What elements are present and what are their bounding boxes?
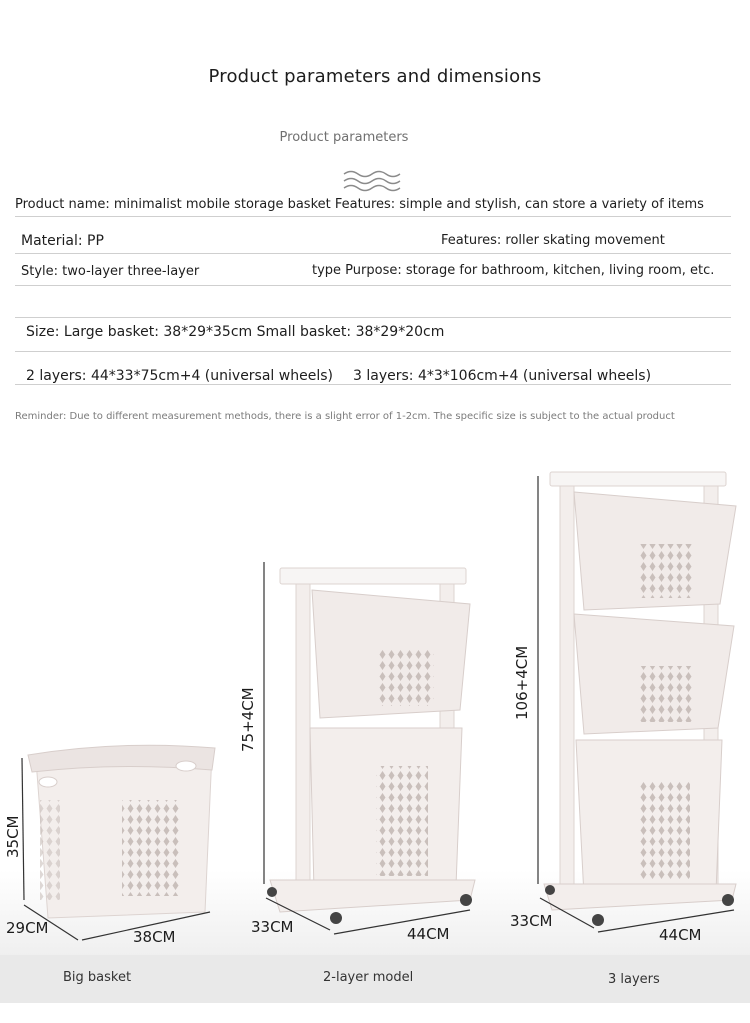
param-material: Material: PP <box>21 233 104 249</box>
param-style: Style: two-layer three-layer <box>21 264 200 279</box>
big-basket-width-label: 38CM <box>133 928 176 946</box>
reminder-note: Reminder: Due to different measurement methods, there is a slight error of 1-2cm. The specific size is subject to the actual product <box>15 411 675 422</box>
caption-big-basket: Big basket <box>63 970 132 985</box>
big-basket-height-label: 35CM <box>4 815 22 858</box>
param-purpose: type Purpose: storage for bathroom, kitchen, living room, etc. <box>312 263 715 278</box>
caption-two-layer: 2-layer model <box>323 970 414 985</box>
caption-three-layer: 3 layers <box>608 972 660 987</box>
two-layer-depth-label: 33CM <box>251 918 294 936</box>
param-size: Size: Large basket: 38*29*35cm Small basket: 38*29*20cm <box>26 324 445 340</box>
section-subtitle: Product parameters <box>279 130 409 145</box>
two-layer-width-label: 44CM <box>407 925 450 943</box>
two-layer-height-label: 75+4CM <box>239 687 257 752</box>
param-product-name: Product name: minimalist mobile storage basket Features: simple and stylish, can store a variety of items <box>15 197 704 212</box>
param-2-layers: 2 layers: 44*33*75cm+4 (universal wheels) <box>26 368 333 384</box>
param-3-layers: 3 layers: 4*3*106cm+4 (universal wheels) <box>353 368 652 384</box>
page-title: Product parameters and dimensions <box>208 66 542 87</box>
big-basket-depth-label: 29CM <box>6 919 49 937</box>
param-features: Features: roller skating movement <box>441 233 665 248</box>
three-layer-depth-label: 33CM <box>510 912 553 930</box>
three-layer-width-label: 44CM <box>659 926 702 944</box>
three-layer-height-label: 106+4CM <box>513 645 531 720</box>
